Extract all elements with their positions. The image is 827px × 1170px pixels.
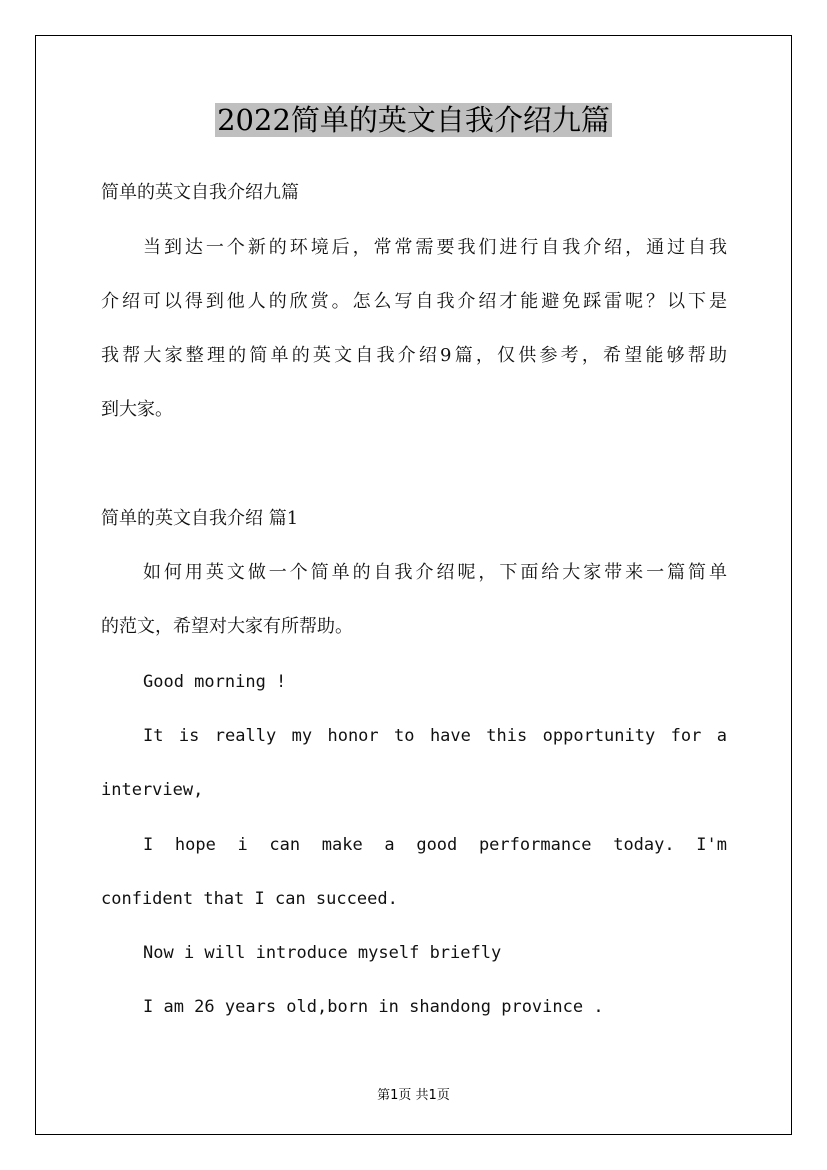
section-paragraph-line-1: 如何用英文做一个简单的自我介绍呢，下面给大家带来一篇简单 <box>143 562 727 583</box>
document-title: 2022简单的英文自我介绍九篇 <box>217 103 610 137</box>
english-line-6: Now i will introduce myself briefly <box>143 943 502 963</box>
english-line-5: confident that I can succeed. <box>101 889 398 909</box>
intro-line-3: 我帮大家整理的简单的英文自我介绍9篇，仅供参考，希望能够帮助 <box>101 345 727 366</box>
intro-line-2: 介绍可以得到他人的欣赏。怎么写自我介绍才能避免踩雷呢？以下是 <box>101 291 727 312</box>
intro-line-1: 当到达一个新的环境后，常常需要我们进行自我介绍，通过自我 <box>143 237 727 258</box>
english-line-3: interview, <box>101 780 204 800</box>
page-footer: 第1页 共1页 <box>377 1088 450 1103</box>
english-line-4: I hope i can make a good performance today. I'm <box>143 835 727 855</box>
english-line-1: Good morning ! <box>143 672 287 692</box>
english-line-7: I am 26 years old,born in shandong province . <box>143 997 604 1017</box>
section-heading: 简单的英文自我介绍 篇1 <box>101 508 299 529</box>
intro-line-4: 到大家。 <box>101 399 173 420</box>
section-paragraph-line-2: 的范文，希望对大家有所帮助。 <box>101 616 353 637</box>
document-subtitle: 简单的英文自我介绍九篇 <box>101 182 299 203</box>
english-line-2: It is really my honor to have this opportunity for a <box>143 726 727 746</box>
